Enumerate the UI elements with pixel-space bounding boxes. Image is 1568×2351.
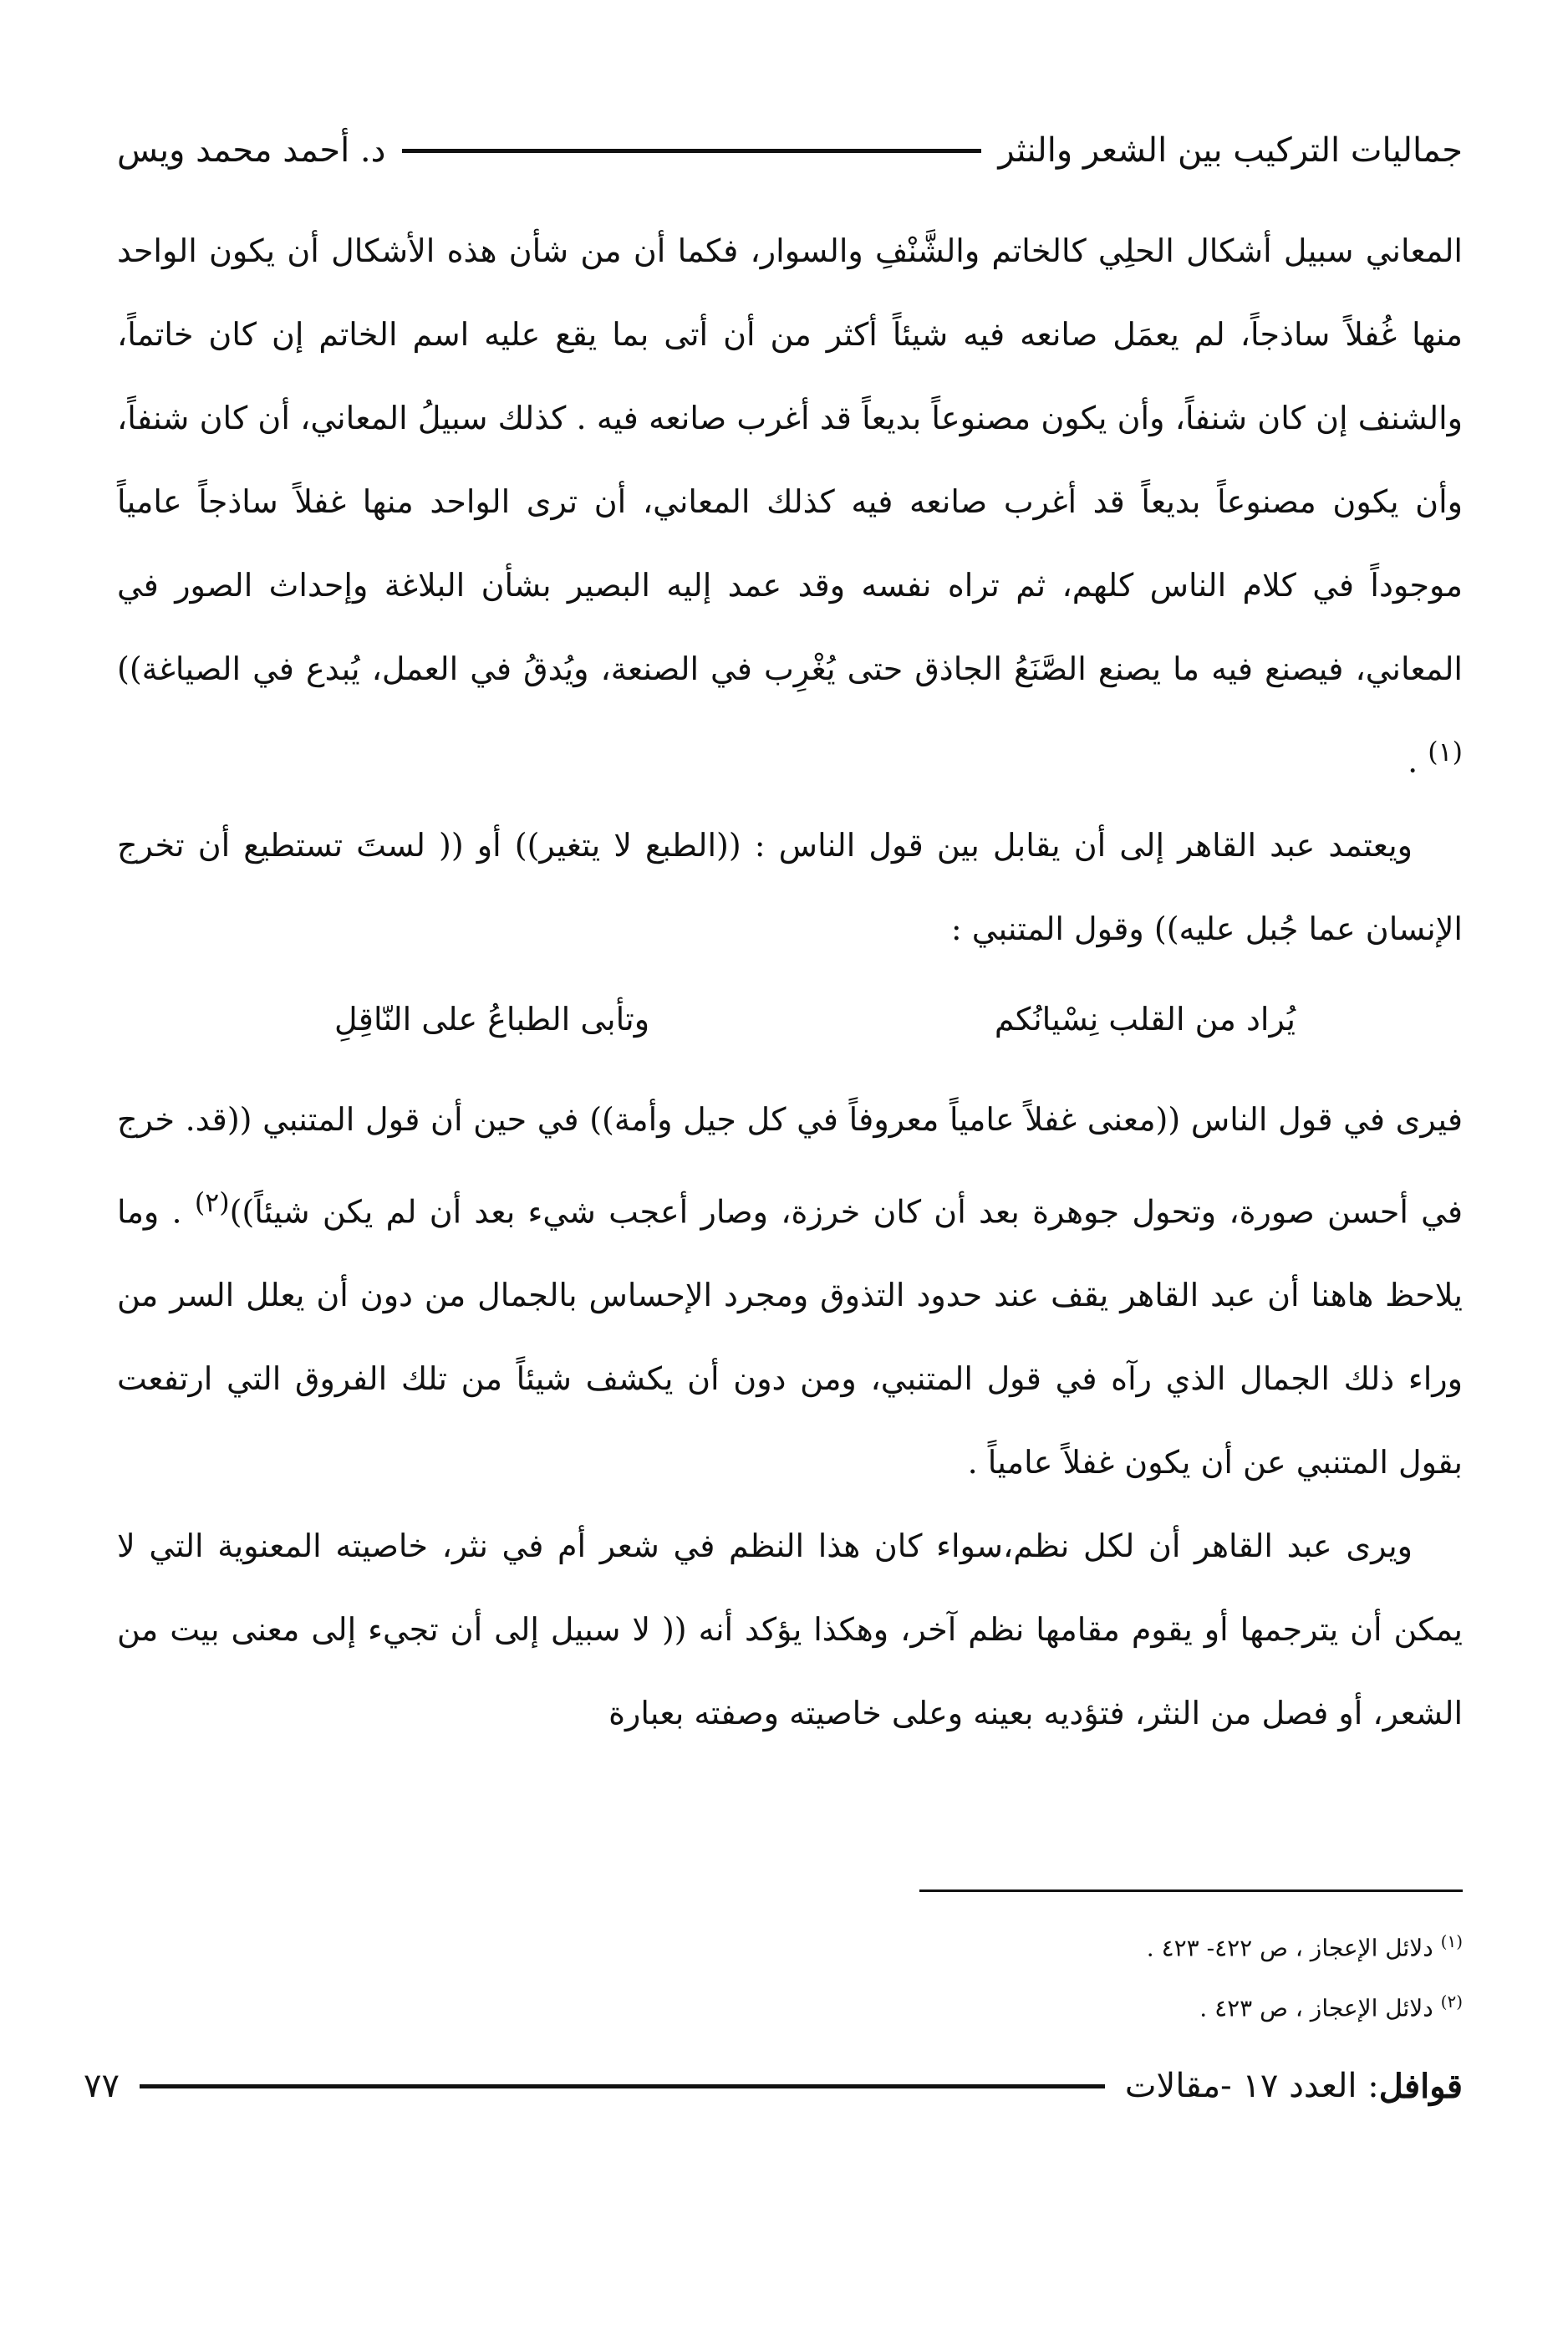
running-footer (84, 2057, 1463, 2115)
verse (117, 977, 1463, 1061)
paragraph-2: ويعتمد عبد القاهر إلى أن يقابل بين قول الناس : ((الطبع لا يتغير)) أو (( لستَ تستطيع أن تخرج الإنسان عما جُبل عليه)) وقول المتنبي : (117, 826, 1463, 947)
footer-rule (140, 2084, 1105, 2088)
paragraph-3-text: فيرى في قول الناس ((معنى غفلاً عامياً معروفاً في كل جيل وأمة)) في حين أن قول المتنبي ((قد. خرج في أحسن صورة، وتحول جوهرة بعد أن كان خرزة، وصار أعجب شيء بعد أن لم يكن شيئاً)) (117, 1100, 1463, 1231)
paragraph-3-end: . وما يلاحظ هاهنا أن عبد القاهر يقف عند حدود التذوق ومجرد الإحساس بالجمال من دون أن يعلل السر من وراء ذلك الجمال الذي رآه في قول المتنبي، ومن دون أن يكشف شيئاً من تلك الفروق التي ارتفعت بقول المتنبي عن أن يكون غفلاً عامياً . (117, 1193, 1463, 1481)
paragraph-4: ويرى عبد القاهر أن لكل نظم،سواء كان هذا النظم في شعر أم في نثر، خاصيته المعنوية التي لا يمكن أن يترجمها أو يقوم مقامها نظم آخر، وهكذا يؤكد أنه (( لا سبيل إلى أن تجيء إلى معنى بيت من الشعر، أو فصل من النثر، فتؤديه بعينه وعلى خاصيته وصفته بعبارة (117, 1527, 1464, 1732)
running-header (117, 125, 1463, 176)
footnote-2-text: دلائل الإعجاز ، ص ٤٢٣ . (1199, 1994, 1433, 2022)
verse-first-hemistich: يُراد من القلب نِسْيانُكم (994, 1000, 1296, 1038)
footnote-rule (919, 1889, 1463, 1892)
header-title: جماليات التركيب بين الشعر والنثر (998, 131, 1463, 170)
footer-journal: قوافل (1378, 2066, 1463, 2106)
page-number: ٧٧ (84, 2067, 120, 2105)
footnotes (117, 1915, 1463, 2036)
paragraph-1 (117, 209, 1463, 803)
paragraph-1-end: . (1408, 742, 1428, 780)
paragraph-1-text: المعاني سبيل أشكال الحلِي كالخاتم والشَّنْفِ والسوار، فكما أن من شأن هذه الأشكال أن يكون الواحد منها غُفلاً ساذجاً، لم يعمَل صانعه فيه شيئاً أكثر من أن أتى بما يقع عليه اسم الخاتم إن كان خاتماً، والشنف إن كان شنفاً، وأن يكون مصنوعاً بديعاً قد أغرب صانعه فيه . كذلك سبيلُ المعاني، أن كان شنفاً، وأن يكون مصنوعاً بديعاً قد أغرب صانعه فيه كذلك المعاني، أن ترى الواحد منها غفلاً ساذجاً عامياً موجوداً في كلام الناس كلهم، ثم تراه نفسه وقد عمد إليه البصير بشأن البلاغة وإحداث الصور في المعاني، فيصنع فيه ما يصنع الصَّنَعُ الجاذق حتى يُغْرِب في الصنعة، ويُدقُ في العمل، يُبدع في الصياغة)) (117, 232, 1463, 687)
footer-issue: : العدد ١٧ -مقالات (1124, 2067, 1379, 2105)
footnote-ref-1: (١) (1428, 737, 1463, 768)
header-author: د. أحمد محمد ويس (117, 131, 386, 170)
body-text (117, 209, 1463, 1755)
footnote-ref-2: (٢) (194, 1187, 230, 1218)
footnote-1 (117, 1915, 1463, 1975)
paragraph-3 (117, 1078, 1463, 1505)
footnote-2 (117, 1975, 1463, 2035)
verse-second-hemistich: وتأبى الطباعُ على النّاقِلِ (334, 1000, 650, 1038)
footnote-1-mark: (١) (1440, 1931, 1463, 1951)
header-rule (402, 149, 981, 153)
footnote-1-text: دلائل الإعجاز ، ص ٤٢٢- ٤٢٣ . (1146, 1934, 1433, 1962)
footnote-2-mark: (٢) (1440, 1991, 1463, 2012)
